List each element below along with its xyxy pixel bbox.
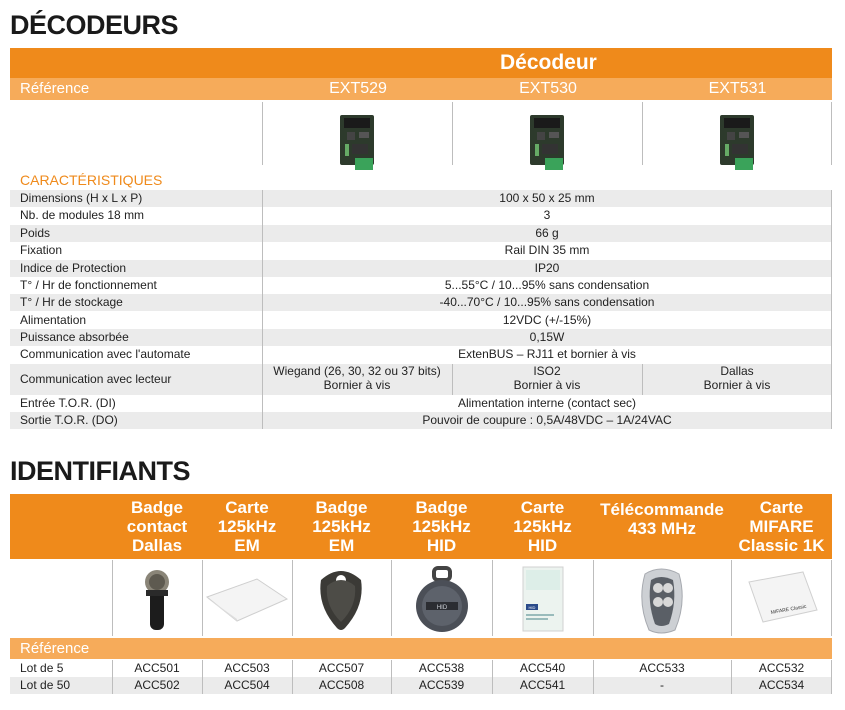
- decoder-header-title: Décodeur: [500, 51, 597, 74]
- ref-cell: ACC533: [639, 661, 685, 675]
- keyfob-icon: [315, 566, 367, 632]
- spec-label: Fixation: [20, 243, 63, 257]
- table-row: [10, 412, 832, 429]
- spec-value: Alimentation interne (contact sec): [457, 396, 637, 410]
- reader-comm-ext529: [262, 364, 452, 392]
- table-row: [10, 329, 832, 346]
- spec-value: Pouvoir de coupure : 0,5A/48VDC – 1A/24VAC: [422, 413, 672, 427]
- col-line3: HID: [527, 536, 558, 555]
- hid-card-icon: [522, 566, 564, 632]
- lot-label: Lot de 50: [20, 678, 71, 692]
- col-line1: Carte: [520, 498, 565, 517]
- decoder-ext530-image: [529, 114, 565, 172]
- spec-label: Entrée T.O.R. (DI): [20, 396, 116, 410]
- spec-label: Poids: [20, 226, 51, 240]
- decoder-ref-label: Référence: [20, 80, 90, 97]
- col-line1: Badge: [415, 498, 468, 517]
- col-line3: Classic 1K: [738, 536, 825, 555]
- col-line2: MIFARE: [749, 517, 814, 536]
- section-title-decoders: DÉCODEURS: [10, 10, 179, 40]
- table-row: [10, 294, 832, 311]
- col-line2: contact: [126, 517, 188, 536]
- col-line2: 433 MHz: [627, 519, 696, 538]
- spec-value: IP20: [534, 261, 560, 275]
- characteristics-label: CARACTÉRISTIQUES: [20, 172, 163, 188]
- spec-label: T° / Hr de stockage: [20, 295, 123, 309]
- col-line3: EM: [234, 536, 260, 555]
- ref-cell: ACC504: [224, 678, 270, 692]
- spec-value: -40...70°C / 10...95% sans condensation: [439, 295, 655, 309]
- col-badge-em: [292, 494, 391, 559]
- col-card-hid: [492, 494, 593, 559]
- col-badge-hid: [391, 494, 492, 559]
- ref-cell: ACC507: [318, 661, 365, 675]
- spec-value: 100 x 50 x 25 mm: [499, 191, 595, 205]
- spec-label: Puissance absorbée: [20, 330, 129, 344]
- model-ext529: EXT529: [329, 80, 387, 97]
- reader-comm-ext530: [452, 364, 642, 392]
- spec-value: Rail DIN 35 mm: [504, 243, 590, 257]
- ref-cell: -: [660, 678, 664, 692]
- table-row: [10, 277, 832, 294]
- ref-cell: ACC508: [318, 678, 365, 692]
- col-remote: [593, 494, 731, 544]
- table-row: [10, 225, 832, 242]
- ref-cell: ACC532: [758, 661, 805, 675]
- col-line2: 125kHz: [412, 517, 471, 536]
- ibutton-icon: [140, 568, 174, 632]
- table-row: [10, 207, 832, 224]
- spec-label: Communication avec lecteur: [20, 372, 172, 386]
- reader-comm-line2: Bornier à vis: [703, 378, 771, 392]
- table-row: [10, 395, 832, 412]
- ref-cell: ACC540: [519, 661, 566, 675]
- divider: [642, 102, 643, 165]
- spec-value: 5...55°C / 10...95% sans condensation: [444, 278, 650, 292]
- identifiers-ref-row: [10, 638, 832, 659]
- ref-cell: ACC503: [224, 661, 270, 675]
- spec-value: 0,15W: [529, 330, 565, 344]
- reader-comm-line2: Bornier à vis: [513, 378, 581, 392]
- table-row: [10, 190, 832, 207]
- col-line2: 125kHz: [217, 517, 277, 536]
- reader-comm-ext531: [642, 364, 832, 392]
- identifiers-ref-label: Référence: [20, 640, 90, 657]
- divider: [292, 560, 293, 636]
- decoder-ext531-image: [719, 114, 755, 172]
- col-card-em: [202, 494, 292, 559]
- decoder-ref-row: [10, 78, 832, 100]
- col-line3: HID: [426, 536, 457, 555]
- spec-label: Communication avec l'automate: [20, 347, 191, 361]
- ref-cell: ACC541: [519, 678, 566, 692]
- model-ext530: EXT530: [519, 80, 577, 97]
- card-icon: [205, 577, 289, 623]
- col-card-mifare: [731, 494, 832, 559]
- table-row: [10, 312, 832, 329]
- ref-cell: ACC502: [134, 678, 180, 692]
- divider: [831, 660, 832, 694]
- divider: [593, 660, 594, 694]
- divider: [831, 190, 832, 429]
- divider: [642, 364, 643, 395]
- lot-label: Lot de 5: [20, 661, 64, 675]
- table-row: [10, 346, 832, 363]
- divider: [202, 660, 203, 694]
- reader-comm-line1: ISO2: [533, 364, 561, 378]
- col-line3: Dallas: [131, 536, 183, 555]
- spec-value: ExtenBUS – RJ11 et bornier à vis: [458, 347, 636, 361]
- divider: [831, 560, 832, 636]
- section-title-identifiers: IDENTIFIANTS: [10, 456, 190, 486]
- divider: [731, 660, 732, 694]
- divider: [391, 560, 392, 636]
- decoder-ext529-image: [339, 114, 375, 172]
- spec-label: Nb. de modules 18 mm: [20, 208, 145, 222]
- reader-comm-line1: Wiegand (26, 30, 32 ou 37 bits): [273, 364, 441, 378]
- divider: [262, 190, 263, 429]
- table-row: [10, 242, 832, 259]
- divider: [593, 560, 594, 636]
- col-line2: 125kHz: [513, 517, 572, 536]
- ref-cell: ACC538: [418, 661, 465, 675]
- reader-comm-line2: Bornier à vis: [323, 378, 391, 392]
- table-row: [10, 660, 832, 677]
- divider: [262, 102, 263, 165]
- table-row: [10, 260, 832, 277]
- divider: [452, 102, 453, 165]
- table-row: [10, 677, 832, 694]
- hid-fob-icon: [412, 566, 472, 632]
- divider: [492, 660, 493, 694]
- spec-label: T° / Hr de fonctionnement: [20, 278, 157, 292]
- spec-value: 66 g: [535, 226, 559, 240]
- col-line1: Carte: [225, 498, 269, 517]
- table-row: [10, 364, 832, 395]
- divider: [731, 560, 732, 636]
- col-line1: Badge: [315, 498, 368, 517]
- ref-cell: ACC539: [418, 678, 465, 692]
- decoder-header: [10, 48, 832, 78]
- col-line1: Carte: [759, 498, 804, 517]
- spec-label: Alimentation: [20, 313, 87, 327]
- mifare-card-icon: [745, 570, 819, 624]
- divider: [452, 364, 453, 395]
- hid-fob-label: HID: [436, 605, 448, 611]
- col-badge-dallas: [112, 494, 202, 559]
- divider: [112, 660, 113, 694]
- model-ext531: EXT531: [708, 80, 767, 97]
- col-line1: Badge: [131, 498, 183, 517]
- spec-value: 12VDC (+/-15%): [502, 313, 592, 327]
- divider: [292, 660, 293, 694]
- divider: [831, 102, 832, 165]
- spec-value: 3: [543, 208, 551, 222]
- divider: [391, 660, 392, 694]
- reader-comm-line1: Dallas: [720, 364, 754, 378]
- col-line3: EM: [328, 536, 355, 555]
- divider: [492, 560, 493, 636]
- divider: [202, 560, 203, 636]
- spec-label: Dimensions (H x L x P): [20, 191, 143, 205]
- ref-cell: ACC501: [134, 661, 180, 675]
- mifare-card-label: MIFARE Classic: [770, 603, 807, 616]
- remote-control-icon: [631, 566, 693, 634]
- divider: [112, 560, 113, 636]
- hid-card-label: HID: [528, 605, 536, 610]
- col-line1: Télécommande: [600, 500, 724, 519]
- col-line2: 125kHz: [312, 517, 371, 536]
- spec-label: Indice de Protection: [20, 261, 127, 275]
- spec-label: Sortie T.O.R. (DO): [20, 413, 118, 427]
- ref-cell: ACC534: [758, 678, 805, 692]
